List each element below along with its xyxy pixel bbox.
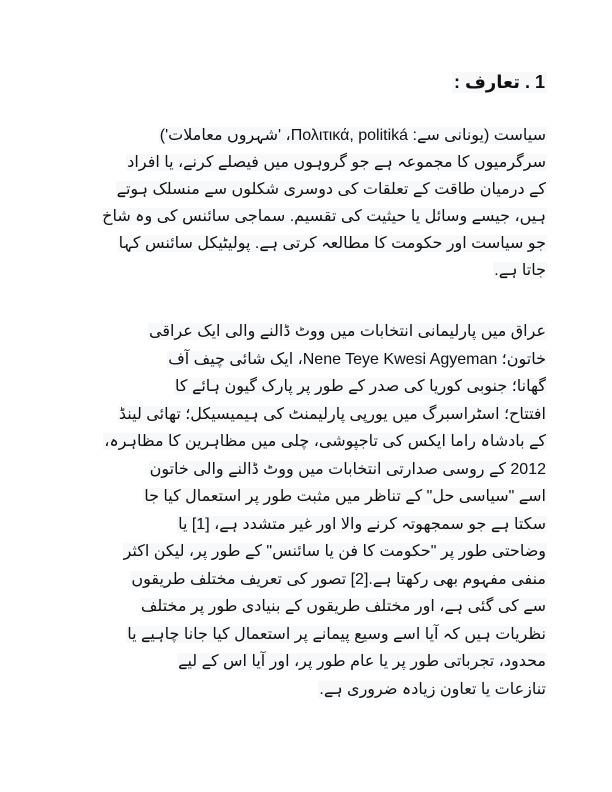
text-line [67,230,547,257]
text-line [67,483,547,511]
text-line-content: اسے "سیاسی حل" کے تناظر میں مثبت طور پر استعمال کیا جا [144,488,546,505]
text-line [67,456,547,484]
text-line [67,373,547,401]
text-line-content: محدود، تجرباتی طور پر یا عام طور پر، اور آیا اس کے لیے [178,653,546,670]
text-line-content: نظریات ہیں کہ آیا اسے وسیع پیمانے پر استعمال کیا جانا چاہیے یا [127,625,546,643]
section-heading: 1 . تعارف : [454,72,545,92]
text-line-content: 2012 کے روسی صدارتی انتخابات میں ووٹ ڈالنے والی خاتون [149,460,546,478]
text-line [67,593,547,621]
text-line-content: جو سیاست اور حکومت کا مطالعہ کرتی ہے. پولیٹیکل سائنس کہا [118,235,546,252]
text-line-content: گھانا؛ جنوبی کوریا کی صدر کے طور پر پارک گیون ہائے کا [175,378,546,395]
text-line [67,149,547,176]
text-line-content: کے بادشاہ راما ایکس کی تاجپوشی، چلی میں مظاہرین کا مظاہرہ، [104,433,546,450]
text-line [67,648,547,676]
text-line [67,621,547,649]
text-line [67,257,547,284]
text-line-content: وضاحتی طور پر "حکومت کا فن یا سائنس" کے طور پر، لیکن اکثر [123,543,546,560]
text-line [67,122,547,149]
text-line-content: سرگرمیوں کا مجموعہ ہے جو گروہوں میں فیصلے کرنے، یا افراد [127,154,546,171]
paragraph-intro [67,122,547,284]
text-line [67,203,547,230]
text-line [67,566,547,594]
text-line-content: منفی مفہوم بھی رکھتا ہے.[2] تصور کی تعریف مختلف طریقوں [131,570,546,588]
paragraph-examples [67,318,547,703]
text-line-content: ہیں، جیسے وسائل یا حیثیت کی تقسیم. سماجی سائنس کی وہ شاخ [102,208,546,225]
text-line-content: تنازعات یا تعاون زیادہ ضروری ہے. [319,680,546,698]
text-line [67,511,547,539]
text-line-content: سکتا ہے جو سمجھوتہ کرنے والا اور غیر متشدد ہے، [1] یا [178,515,546,533]
text-line-content: جاتا ہے. [494,262,546,279]
text-line-content: کے درمیان طاقت کے تعلقات کی دوسری شکلوں سے منسلک ہوتے [116,181,546,198]
text-line-content: سے کی گئی ہے، اور مختلف طریقوں کے بنیادی طور پر مختلف [140,598,546,615]
text-line [67,538,547,566]
text-line-content: افتتاح؛ اسٹراسبرگ میں یورپی پارلیمنٹ کی ہیمیسیکل؛ تھائی لینڈ [118,405,546,423]
text-line-content: سیاست (یونانی سے: Πολιτικά, politiká، 'شہروں معاملات') [159,127,546,144]
text-line [67,676,547,704]
text-line [67,318,547,346]
text-line-content: خاتون؛ Nene Teye Kwesi Agyeman، ایک شائی چیف آف [168,350,546,368]
text-line [67,176,547,203]
text-line [67,428,547,456]
text-line [67,401,547,429]
text-line [67,346,547,374]
text-line-content: عراق میں پارلیمانی انتخابات میں ووٹ ڈالنے والی ایک عراقی [149,323,546,340]
